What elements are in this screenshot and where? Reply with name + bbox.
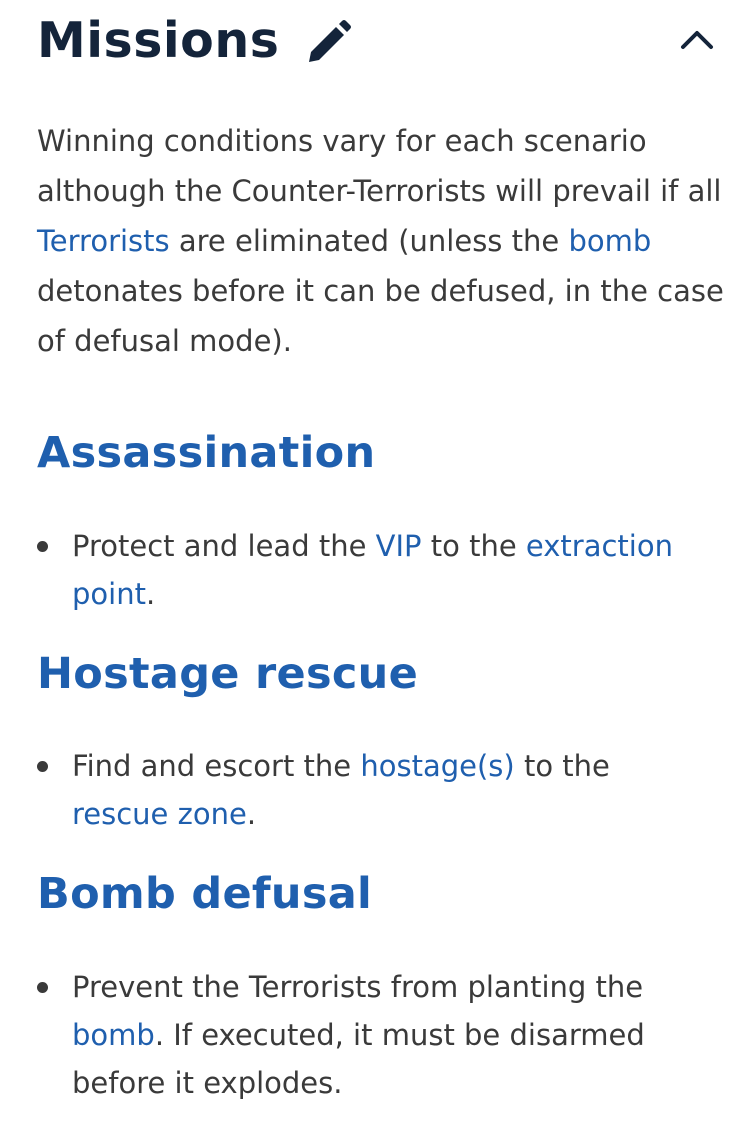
link-rescue-zone[interactable]: rescue zone xyxy=(72,797,247,831)
item-text: Prevent the Terrorists from planting the xyxy=(72,970,644,1004)
intro-text: are eliminated (unless the xyxy=(169,224,569,258)
link-bomb[interactable]: bomb xyxy=(72,1018,155,1052)
link-terrorists[interactable]: Terrorists xyxy=(37,224,170,258)
item-text: . xyxy=(246,797,257,831)
section-title: Missions xyxy=(37,12,280,69)
section-header xyxy=(37,6,717,76)
list-item xyxy=(72,742,712,838)
item-text: to the xyxy=(421,529,526,563)
heading-hostage-rescue: Hostage rescue xyxy=(37,649,419,699)
heading-assassination: Assassination xyxy=(37,428,376,478)
link-bomb[interactable]: bomb xyxy=(568,224,652,258)
bullet-icon xyxy=(37,541,48,552)
list-item xyxy=(72,963,712,1107)
intro-text: detonates before it can be defused, in the case of defusal mode). xyxy=(37,274,724,358)
link-vip[interactable]: VIP xyxy=(375,529,422,563)
link-hostages[interactable]: hostage(s) xyxy=(360,749,515,783)
intro-paragraph xyxy=(37,116,727,366)
list-item xyxy=(72,522,712,618)
item-text: Find and escort the xyxy=(72,749,361,783)
bullet-icon xyxy=(37,761,48,772)
item-text: to the xyxy=(514,749,610,783)
item-text: . If executed, it must be disarmed before it explodes. xyxy=(72,1018,645,1100)
item-text: Protect and lead the xyxy=(72,529,376,563)
heading-bomb-defusal: Bomb defusal xyxy=(37,869,373,919)
intro-text: Winning conditions vary for each scenario although the Counter-Terrorists will prevail if all xyxy=(37,124,722,208)
link-extraction-point[interactable]: extraction point xyxy=(72,529,673,611)
item-text: . xyxy=(145,577,156,611)
chevron-up-icon[interactable] xyxy=(677,20,717,60)
pencil-icon[interactable] xyxy=(303,18,353,68)
bullet-icon xyxy=(37,982,48,993)
